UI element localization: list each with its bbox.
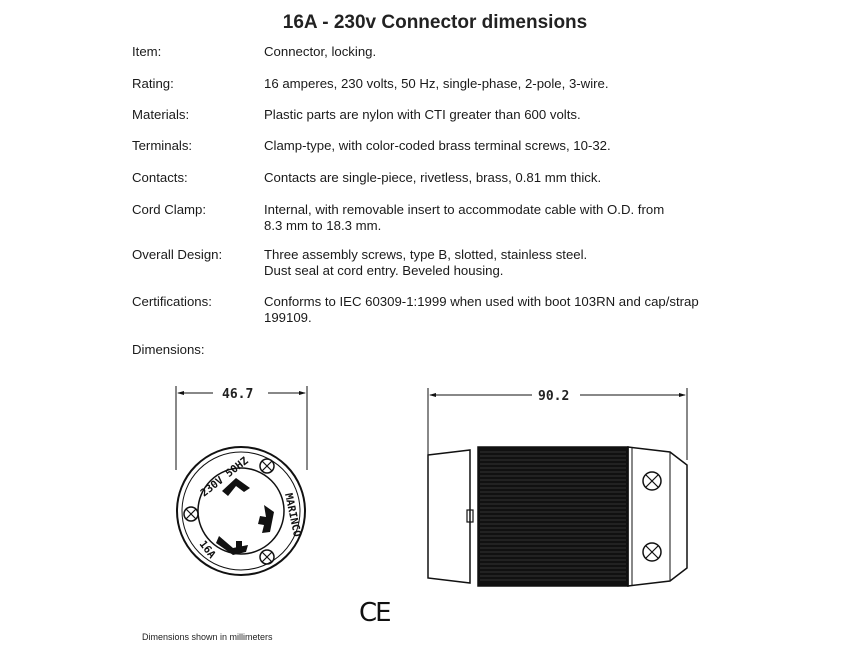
side-length-dimension: 90.2 [538, 389, 570, 404]
dim-arrow [429, 393, 436, 397]
dim-arrow [299, 391, 306, 395]
spec-label: Rating: [132, 76, 174, 91]
screw-icon [643, 543, 661, 561]
front-width-dimension: 46.7 [222, 387, 254, 402]
spec-label: Contacts: [132, 170, 188, 185]
side-view [428, 388, 687, 586]
dim-arrow [177, 391, 184, 395]
spec-label: Terminals: [132, 138, 193, 153]
spec-value-line: Internal, with removable insert to accommodate cable with O.D. from [264, 202, 665, 217]
front-view [176, 386, 307, 575]
contact-slot [216, 536, 248, 555]
spec-value-line: 199109. [264, 310, 312, 325]
dimensions-label: Dimensions: [132, 342, 205, 357]
spec-value-line: 8.3 mm to 18.3 mm. [264, 218, 382, 233]
spec-label: Item: [132, 44, 162, 59]
page-title: 16A - 230v Connector dimensions [282, 12, 588, 33]
screw-icon [184, 507, 198, 521]
spec-label: Cord Clamp: [132, 202, 207, 217]
spec-label: Materials: [132, 107, 190, 122]
spec-value: Plastic parts are nylon with CTI greater than 600 volts. [264, 107, 581, 122]
spec-value: Clamp-type, with color-coded brass terminal screws, 10-32. [264, 138, 611, 153]
footnote: Dimensions shown in millimeters [142, 632, 273, 642]
spec-label: Certifications: [132, 294, 212, 309]
cord-end-housing [428, 450, 470, 583]
spec-value-line: Conforms to IEC 60309-1:1999 when used with boot 103RN and cap/strap [264, 294, 699, 309]
face-amp-text: 16A [196, 538, 218, 561]
spec-value: Contacts are single-piece, rivetless, brass, 0.81 mm thick. [264, 170, 602, 185]
ce-mark: CE [359, 598, 390, 628]
spec-value: Connector, locking. [264, 44, 377, 59]
dim-arrow [679, 393, 686, 397]
face-end-housing [628, 447, 687, 586]
spec-value-line: Dust seal at cord entry. Beveled housing. [264, 263, 504, 278]
screw-icon [643, 472, 661, 490]
contact-slot [258, 505, 274, 533]
face-brand-text: MARINCO [282, 492, 304, 538]
screw-icon [260, 550, 274, 564]
screw-icon [260, 459, 274, 473]
face-rating-text: 230V 50HZ [198, 454, 251, 500]
spec-value: 16 amperes, 230 volts, 50 Hz, single-phase, 2-pole, 3-wire. [264, 76, 609, 91]
spec-label: Overall Design: [132, 247, 223, 262]
spec-value-line: Three assembly screws, type B, slotted, stainless steel. [264, 247, 588, 262]
ground-slot [236, 541, 242, 552]
